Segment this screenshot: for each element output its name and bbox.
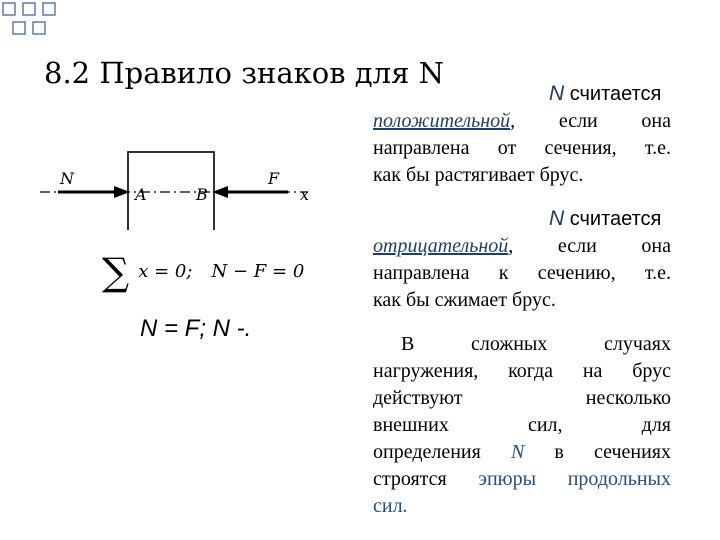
page-title: 8.2 Правило знаков для N <box>44 56 444 90</box>
lead-text: считается <box>564 208 662 230</box>
label-n: N <box>60 169 74 188</box>
negative-rule-paragraph <box>373 205 671 314</box>
line-text: внешних сил, для <box>373 414 671 436</box>
line-text: , если она <box>510 110 671 132</box>
line-text: строятся <box>373 468 479 490</box>
formula-eq2: N − F = 0 <box>211 260 305 282</box>
diagram-term: эпюры продольных <box>478 468 671 490</box>
formula-eq1: x = 0; <box>138 260 193 282</box>
line-text: в сечениях <box>524 441 671 463</box>
positive-rule-paragraph <box>373 80 671 189</box>
corner-decoration <box>0 0 62 42</box>
negative-term: отрицательной <box>373 235 509 257</box>
result-text: N = F; N -. <box>140 315 252 342</box>
line-text: , если она <box>508 235 671 257</box>
n-symbol: N <box>549 82 565 105</box>
line-text: направлена от сечения, т.е. <box>373 137 671 159</box>
label-a: A <box>135 185 147 204</box>
positive-term: положительной <box>373 110 511 132</box>
n-symbol: N <box>549 207 565 230</box>
bar-force-diagram <box>40 150 340 230</box>
line-text: как бы сжимает брус. <box>373 289 556 311</box>
label-x: x <box>300 185 310 204</box>
lead-text: считается <box>564 83 662 105</box>
line-text: определения <box>373 441 511 463</box>
line-text: сил. <box>373 495 408 517</box>
label-f: F <box>268 169 280 188</box>
line-text: как бы растягивает брус. <box>373 164 584 186</box>
line-text: В сложных случаях <box>401 333 671 355</box>
label-b: B <box>196 185 208 204</box>
equilibrium-formula <box>102 250 304 294</box>
n-symbol: N <box>510 441 525 463</box>
line-text: направлена к сечению, т.е. <box>373 262 671 284</box>
sum-symbol: ∑ <box>102 250 130 294</box>
complex-loading-paragraph <box>373 331 671 520</box>
line-text: нагружения, когда на брус <box>373 360 671 382</box>
line-text: действуют несколько <box>373 387 671 409</box>
